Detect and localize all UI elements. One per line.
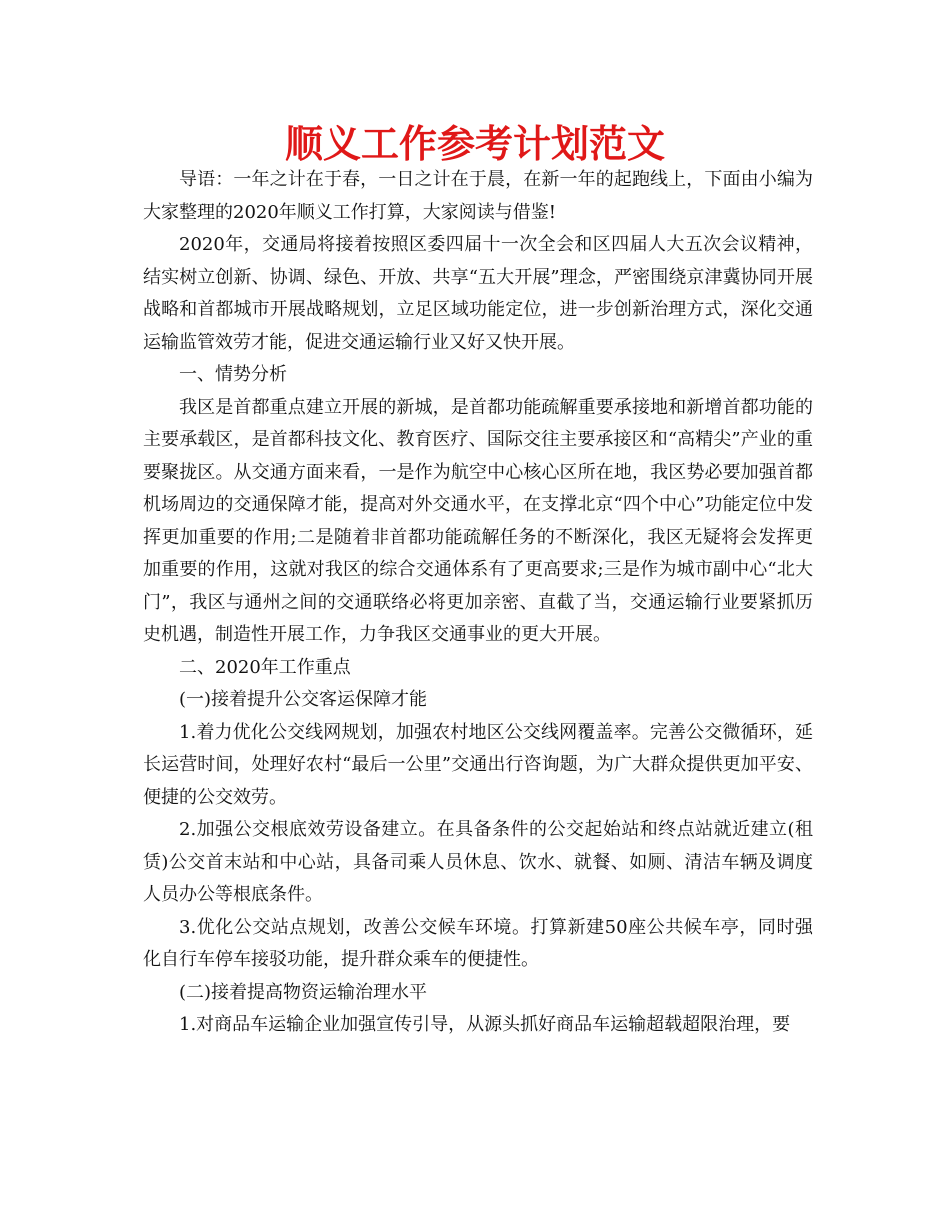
paragraph-overview: 2020年，交通局将接着按照区委四届十一次全会和区四届人大五次会议精神，结实树立创新、协调、绿色、开放、共享“五大开展”理念，严密围绕京津冀协同开展战略和首都城市开展战略规划，立足区域功能定位，进一步创新治理方式，深化交通运输监管效劳才能，促进交通运输行业又好又快开展。 [143,234,813,353]
document-body [143,164,813,1042]
paragraph-freight-item-1: 1.对商品车运输企业加强宣传引导，从源头抓好商品车运输超载超限治理，要 [179,1014,791,1035]
paragraph-bus-item-2: 2.加强公交根底效劳设备建立。在具备条件的公交起始站和终点站就近建立(租赁)公交首末站和中心站，具备司乘人员休息、饮水、就餐、如厕、清洁车辆及调度人员办公等根底条件。 [143,819,813,905]
paragraph-bus-item-3: 3.优化公交站点规划，改善公交候车环境。打算新建50座公共候车亭，同时强化自行车停车接驳功能，提升群众乘车的便捷性。 [143,916,813,970]
section-heading-priorities: 二、2020年工作重点 [179,656,351,678]
paragraph-intro: 导语：一年之计在于春，一日之计在于晨，在新一年的起跑线上，下面由小编为大家整理的2020年顺义工作打算，大家阅读与借鉴! [143,169,813,223]
subsection-heading-bus: (一)接着提升公交客运保障才能 [179,689,428,710]
paragraph-situation: 我区是首都重点建立开展的新城，是首都功能疏解重要承接地和新增首都功能的主要承载区，是首都科技文化、教育医疗、国际交往主要承接区和“高精尖”产业的重要聚拢区。从交通方面来看，一是作为航空中心核心区所在地，我区势必要加强首都机场周边的交通保障才能，提高对外交通水平，在支撑北京“四个中心”功能定位中发挥更加重要的作用;二是随着非首都功能疏解任务的不断深化，我区无疑将会发挥更加重要的作用，这就对我区的综合交通体系有了更高要求;三是作为城市副中心“北大门”，我区与通州之间的交通联络必将更加亲密、直截了当，交通运输行业要紧抓历史机遇，制造性开展工作，力争我区交通事业的更大开展。 [143,396,813,645]
subsection-heading-freight: (二)接着提高物资运输治理水平 [179,981,428,1003]
document-title: 顺义工作参考计划范文 [284,122,665,166]
paragraph-bus-item-1: 1.着力优化公交线网规划，加强农村地区公交线网覆盖率。完善公交微循环，延长运营时间，处理好农村“最后一公里”交通出行咨询题，为广大群众提供更加平安、便捷的公交效劳。 [143,721,813,808]
section-heading-situation: 一、情势分析 [179,364,287,385]
